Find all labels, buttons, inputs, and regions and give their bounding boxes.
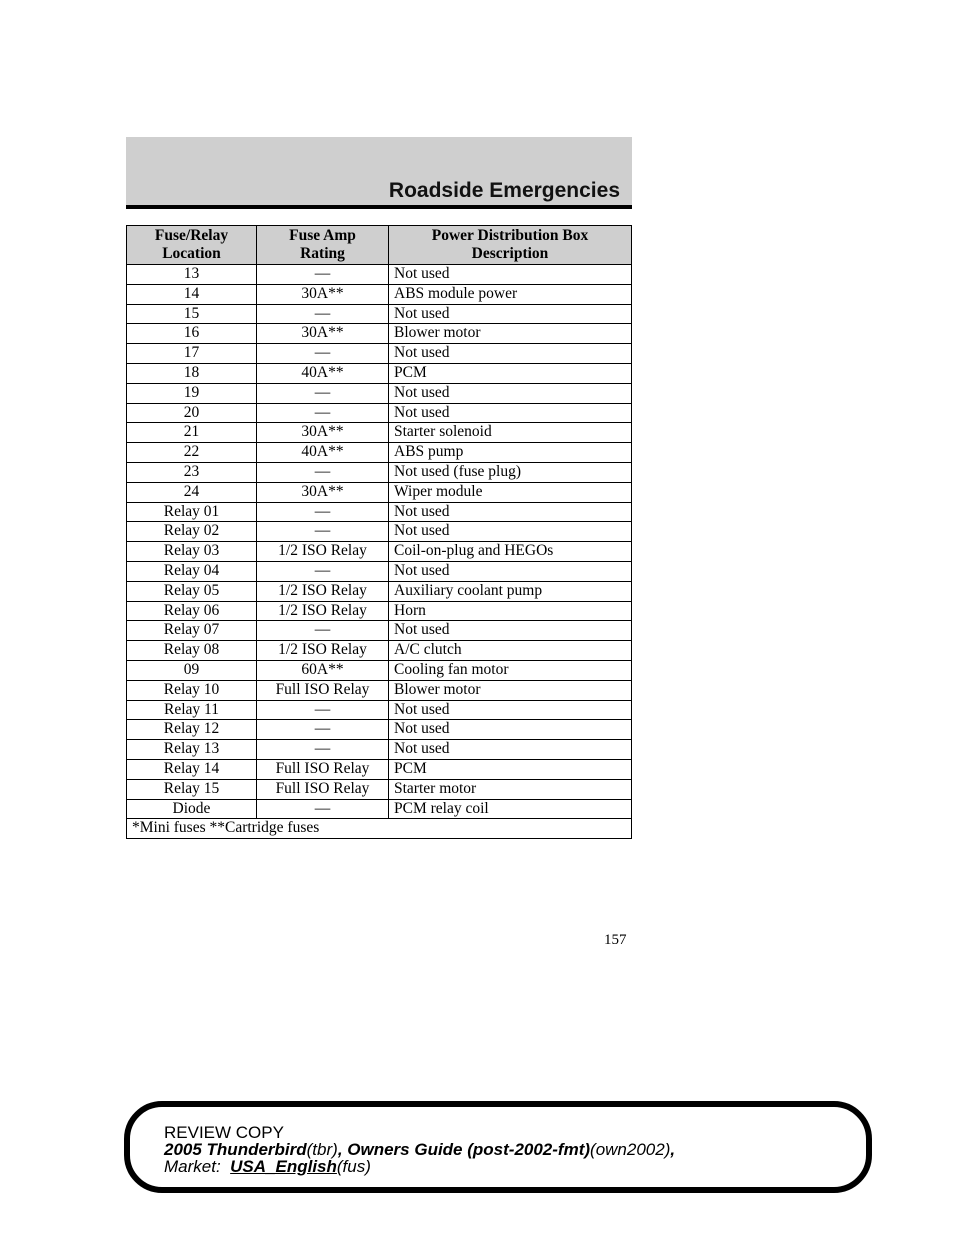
- cell-amp-rating: —: [257, 383, 389, 403]
- column-header-amp-rating: Fuse Amp Rating: [257, 226, 389, 265]
- table-row: [127, 423, 632, 443]
- table-row: [127, 522, 632, 542]
- cell-amp-rating: —: [257, 265, 389, 285]
- cell-description: Auxiliary coolant pump: [389, 581, 632, 601]
- table-row: [127, 779, 632, 799]
- cell-description: Starter motor: [389, 779, 632, 799]
- table-row: [127, 482, 632, 502]
- cell-location: 20: [127, 403, 257, 423]
- cell-description: Coil-on-plug and HEGOs: [389, 542, 632, 562]
- cell-description: Starter solenoid: [389, 423, 632, 443]
- cell-description: Blower motor: [389, 324, 632, 344]
- cell-location: Relay 06: [127, 601, 257, 621]
- cell-location: Relay 02: [127, 522, 257, 542]
- cell-amp-rating: Full ISO Relay: [257, 779, 389, 799]
- cell-description: Horn: [389, 601, 632, 621]
- cell-location: Relay 01: [127, 502, 257, 522]
- table-row: [127, 324, 632, 344]
- cell-location: Relay 04: [127, 561, 257, 581]
- cell-location: Relay 11: [127, 700, 257, 720]
- cell-description: Not used: [389, 720, 632, 740]
- cell-amp-rating: 30A**: [257, 482, 389, 502]
- table-row: [127, 581, 632, 601]
- review-market-label: Market:: [164, 1157, 221, 1176]
- cell-description: Not used: [389, 265, 632, 285]
- cell-amp-rating: —: [257, 522, 389, 542]
- table-row: [127, 621, 632, 641]
- cell-location: 14: [127, 284, 257, 304]
- cell-location: 24: [127, 482, 257, 502]
- table-row: [127, 542, 632, 562]
- cell-amp-rating: —: [257, 621, 389, 641]
- cell-amp-rating: —: [257, 700, 389, 720]
- table-row: [127, 561, 632, 581]
- cell-location: Relay 08: [127, 641, 257, 661]
- review-model-code: (tbr): [306, 1140, 338, 1159]
- cell-description: Not used: [389, 304, 632, 324]
- header-divider: [126, 205, 632, 209]
- cell-amp-rating: —: [257, 403, 389, 423]
- cell-amp-rating: —: [257, 740, 389, 760]
- table-footnote-row: [127, 819, 632, 839]
- cell-amp-rating: 1/2 ISO Relay: [257, 542, 389, 562]
- cell-location: 18: [127, 363, 257, 383]
- cell-amp-rating: —: [257, 304, 389, 324]
- review-copy-label: REVIEW COPY: [164, 1123, 284, 1142]
- cell-location: 21: [127, 423, 257, 443]
- cell-location: 19: [127, 383, 257, 403]
- table-row: [127, 304, 632, 324]
- table-header-row: [127, 226, 632, 265]
- table-row: [127, 344, 632, 364]
- table-row: [127, 284, 632, 304]
- cell-location: Relay 03: [127, 542, 257, 562]
- cell-amp-rating: —: [257, 799, 389, 819]
- cell-description: PCM: [389, 363, 632, 383]
- cell-description: Not used: [389, 740, 632, 760]
- table-body: [127, 265, 632, 819]
- cell-amp-rating: 1/2 ISO Relay: [257, 641, 389, 661]
- review-sep-2: ,: [670, 1140, 676, 1159]
- cell-description: Not used: [389, 403, 632, 423]
- cell-description: Wiper module: [389, 482, 632, 502]
- cell-description: Not used (fuse plug): [389, 462, 632, 482]
- cell-location: Relay 13: [127, 740, 257, 760]
- cell-amp-rating: 60A**: [257, 660, 389, 680]
- cell-location: 22: [127, 443, 257, 463]
- cell-description: Not used: [389, 502, 632, 522]
- cell-description: Not used: [389, 700, 632, 720]
- cell-amp-rating: 30A**: [257, 324, 389, 344]
- cell-amp-rating: Full ISO Relay: [257, 680, 389, 700]
- cell-location: Relay 12: [127, 720, 257, 740]
- cell-location: 13: [127, 265, 257, 285]
- cell-amp-rating: —: [257, 502, 389, 522]
- table-row: [127, 759, 632, 779]
- cell-description: Not used: [389, 522, 632, 542]
- table-row: [127, 383, 632, 403]
- table-row: [127, 443, 632, 463]
- cell-description: Blower motor: [389, 680, 632, 700]
- table-footnote: *Mini fuses **Cartridge fuses: [127, 819, 632, 839]
- cell-description: Not used: [389, 344, 632, 364]
- cell-location: 23: [127, 462, 257, 482]
- column-header-location: Fuse/Relay Location: [127, 226, 257, 265]
- cell-amp-rating: 30A**: [257, 423, 389, 443]
- table-row: [127, 641, 632, 661]
- review-guide: Owners Guide (post-2002-fmt): [347, 1140, 591, 1159]
- cell-description: Cooling fan motor: [389, 660, 632, 680]
- cell-location: Diode: [127, 799, 257, 819]
- review-market: USA_English: [230, 1157, 337, 1176]
- cell-amp-rating: —: [257, 720, 389, 740]
- fuse-relay-table: [126, 225, 632, 839]
- review-copy-text: [164, 1124, 675, 1175]
- cell-description: Not used: [389, 621, 632, 641]
- review-sep-1: ,: [337, 1140, 348, 1159]
- cell-amp-rating: —: [257, 462, 389, 482]
- cell-location: Relay 14: [127, 759, 257, 779]
- cell-description: ABS module power: [389, 284, 632, 304]
- cell-location: Relay 07: [127, 621, 257, 641]
- cell-location: Relay 05: [127, 581, 257, 601]
- cell-description: Not used: [389, 383, 632, 403]
- cell-amp-rating: 1/2 ISO Relay: [257, 581, 389, 601]
- cell-amp-rating: —: [257, 344, 389, 364]
- review-guide-code: (own2002): [590, 1140, 671, 1159]
- table-row: [127, 799, 632, 819]
- review-copy-doc-line: [164, 1141, 675, 1158]
- cell-amp-rating: 40A**: [257, 363, 389, 383]
- table-row: [127, 680, 632, 700]
- cell-description: Not used: [389, 561, 632, 581]
- cell-amp-rating: 40A**: [257, 443, 389, 463]
- cell-amp-rating: 30A**: [257, 284, 389, 304]
- section-title: Roadside Emergencies: [388, 179, 620, 202]
- table-row: [127, 720, 632, 740]
- table-row: [127, 462, 632, 482]
- section-header-band: [126, 137, 632, 205]
- cell-description: PCM: [389, 759, 632, 779]
- table-row: [127, 265, 632, 285]
- cell-location: 15: [127, 304, 257, 324]
- cell-description: PCM relay coil: [389, 799, 632, 819]
- column-header-description: Power Distribution Box Description: [389, 226, 632, 265]
- table-row: [127, 403, 632, 423]
- cell-location: Relay 10: [127, 680, 257, 700]
- table-row: [127, 601, 632, 621]
- page-number: 157: [604, 932, 627, 948]
- cell-location: 09: [127, 660, 257, 680]
- cell-location: Relay 15: [127, 779, 257, 799]
- cell-description: A/C clutch: [389, 641, 632, 661]
- cell-location: 16: [127, 324, 257, 344]
- cell-location: 17: [127, 344, 257, 364]
- table-row: [127, 660, 632, 680]
- review-market-code: (fus): [336, 1157, 371, 1176]
- review-copy-market-line: [164, 1158, 675, 1175]
- review-model: 2005 Thunderbird: [164, 1140, 307, 1159]
- cell-amp-rating: Full ISO Relay: [257, 759, 389, 779]
- cell-amp-rating: —: [257, 561, 389, 581]
- table-row: [127, 363, 632, 383]
- cell-amp-rating: 1/2 ISO Relay: [257, 601, 389, 621]
- table-row: [127, 740, 632, 760]
- cell-description: ABS pump: [389, 443, 632, 463]
- table-row: [127, 700, 632, 720]
- table-row: [127, 502, 632, 522]
